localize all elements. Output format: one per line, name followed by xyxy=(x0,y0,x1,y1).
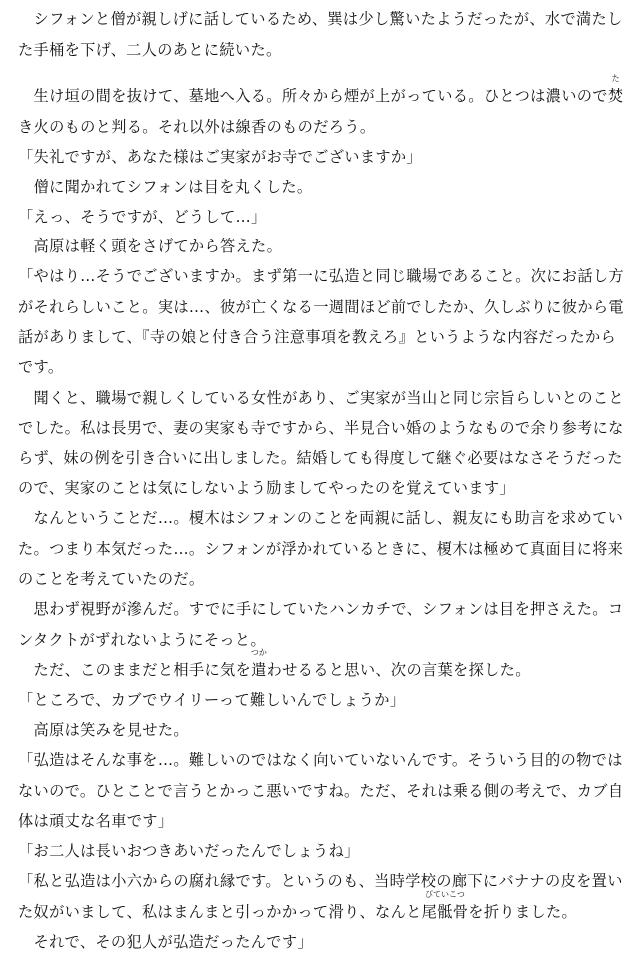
text-segment: 生け垣の間を抜けて、墓地へ入る。所々から煙が上がっている。ひとつは濃いので xyxy=(18,87,608,105)
text-line: 「お二人は長いおつきあいだったんでしょうね」 xyxy=(18,842,360,860)
text-line: らず、妹の例を引き合いに出しました。結婚しても得度して継ぐ必要はなさそうだった xyxy=(18,449,623,467)
text-segment: わせるると思い、次の言葉を探した。 xyxy=(266,661,531,679)
text-line: 聞くと、職場で親しくしている女性があり、ご実家が当山と同じ宗旨らしいとのこと xyxy=(18,389,624,407)
text-line: 高原は軽く頭をさげてから答えた。 xyxy=(18,237,283,255)
text-line: 体は頑丈な名車です」 xyxy=(18,812,174,830)
text-line: でした。私は長男で、妻の実家も寺ですから、半見合い婚のようなもので余り参考にな xyxy=(18,419,624,437)
text-line: がそれらしいこと。実は…、彼が亡くなる一週間ほど前でしたか、久しぶりに彼から電 xyxy=(18,298,624,316)
ruby-base: 焚 xyxy=(607,87,624,105)
text-segment: ただ、このままだと相手に気を xyxy=(18,661,252,679)
ruby-reading: びていこつ xyxy=(425,890,465,899)
text-line xyxy=(18,648,594,680)
ruby-word xyxy=(421,890,469,922)
text-line: ので、実家のことは気にしないよう励ましてやったのを覚えています」 xyxy=(18,479,515,497)
text-segment: を折りました。 xyxy=(468,903,578,921)
ruby-word xyxy=(250,648,267,680)
text-line: 「ところで、カブでウイリーって難しいんでしょうか」 xyxy=(18,691,406,709)
text-line: 「失礼ですが、あなた様はご実家がお寺でございますか」 xyxy=(18,148,422,166)
text-line xyxy=(18,74,624,106)
text-line xyxy=(18,890,594,922)
text-line: 話がありまして、『寺の娘と付き合う注意事項を教えろ』というような内容だったから xyxy=(18,328,617,346)
text-segment: た奴がいまして、私はまんまと引っかかって滑り、なんと xyxy=(18,903,422,921)
text-line: ンタクトがずれないようにそっと。 xyxy=(18,631,266,649)
text-line: 「やはり…そうでございますか。まず第一に弘造と同じ職場であること。次にお話し方 xyxy=(18,267,624,285)
text-line: ないので。ひとことで言うとかっこ悪いですね。ただ、それは乗る側の考えで、カブ自 xyxy=(18,782,624,800)
text-line: シフォンと僧が親しげに話しているため、巽は少し驚いたようだったが、水で満たし xyxy=(18,10,623,28)
text-line: なんということだ…。榎木はシフォンのことを両親に話し、親友にも助言を求めてい xyxy=(18,509,624,527)
ruby-base: 遣 xyxy=(251,661,267,679)
text-line: 僧に聞かれてシフォンは目を丸くした。 xyxy=(18,178,313,196)
ruby-reading: た xyxy=(611,74,620,83)
text-line: 「弘造はそんな事を…。難しいのではなく向いていないんです。そういう目的の物では xyxy=(18,751,623,769)
text-line: それで、その犯人が弘造だったんです」 xyxy=(18,933,313,951)
text-line: 「私と弘造は小六からの腐れ縁です。というのも、当時学校の廊下にバナナの皮を置い xyxy=(18,872,623,890)
text-line: た。つまり本気だった…。シフォンが浮かれているときに、榎木は極めて真面目に将来 xyxy=(18,540,624,558)
text-line: 高原は笑みを見せた。 xyxy=(18,721,189,739)
ruby-base: 尾骶骨 xyxy=(421,903,469,921)
text-line: き火のものと判る。それ以外は線香のものだろう。 xyxy=(18,118,376,136)
text-line: 思わず視野が滲んだ。すでに手にしていたハンカチで、シフォンは目を押さえた。コ xyxy=(18,600,624,618)
text-line: です。 xyxy=(18,358,64,376)
text-line: 「えっ、そうですが、どうして…」 xyxy=(18,208,267,226)
ruby-reading: つか xyxy=(250,648,267,657)
text-line: のことを考えていたのだ。 xyxy=(18,570,205,588)
ruby-word xyxy=(607,74,624,106)
text-line: た手桶を下げ、二人のあとに続いた。 xyxy=(18,41,282,59)
